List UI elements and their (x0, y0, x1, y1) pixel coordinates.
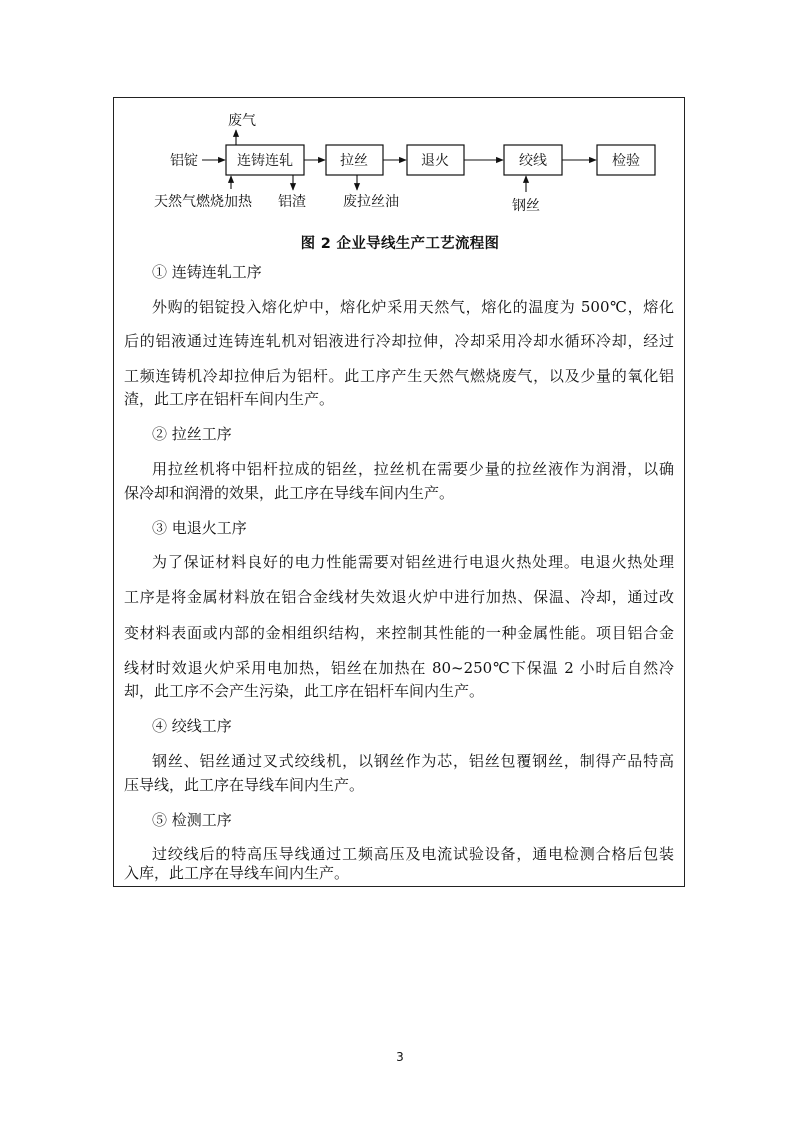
input-label-steel: 钢丝 (512, 198, 540, 214)
node-label-tuihuo: 退火 (421, 153, 449, 169)
node-label-jiaoxian: 绞线 (519, 153, 547, 169)
content-frame (113, 97, 685, 887)
figure-caption: 图 2 企业导线生产工艺流程图 (300, 236, 500, 252)
paragraph-line: 外购的铝锭投入熔化炉中，熔化炉采用天然气，熔化的温度为 500℃，熔化 (152, 298, 674, 316)
paragraph-line: 为了保证材料良好的电力性能需要对铝丝进行电退火热处理。电退火热处理 (152, 553, 674, 571)
paragraph-line: 保冷却和润滑的效果，此工序在导线车间内生产。 (124, 484, 455, 502)
paragraph-line: 工频连铸机冷却拉伸后为铝杆。此工序产生天然气燃烧废气，以及少量的氧化铝 (124, 367, 674, 385)
section-heading: ④ 绞线工序 (152, 717, 232, 735)
paragraph-line: 工序是将金属材料放在铝合金线材失效退火炉中进行加热、保温、冷却，通过改 (124, 588, 674, 606)
output-label-slag: 铝渣 (278, 194, 306, 210)
page-number: 3 (396, 1050, 404, 1064)
paragraph-line: 压导线，此工序在导线车间内生产。 (124, 776, 365, 794)
paragraph-line: 却，此工序不会产生污染，此工序在铝杆车间内生产。 (124, 682, 485, 700)
section-heading: ⑤ 检测工序 (152, 811, 232, 829)
input-label-ingot: 铝锭 (170, 153, 198, 169)
section-heading: ③ 电退火工序 (152, 519, 247, 537)
node-label-lzlz: 连铸连轧 (237, 153, 293, 169)
paragraph-line: 渣，此工序在铝杆车间内生产。 (124, 390, 335, 408)
node-label-jianyan: 检验 (612, 153, 640, 169)
paragraph-line: 过绞线后的特高压导线通过工频高压及电流试验设备，通电检测合格后包装 (152, 845, 674, 863)
paragraph-line: 入库，此工序在导线车间内生产。 (124, 864, 350, 882)
input-label-gas: 天然气燃烧加热 (154, 194, 252, 210)
paragraph-line: 用拉丝机将中铝杆拉成的铝丝，拉丝机在需要少量的拉丝液作为润滑，以确 (152, 460, 674, 478)
section-heading: ① 连铸连轧工序 (152, 263, 262, 281)
paragraph-line: 后的铝液通过连铸连轧机对铝液进行冷却拉伸，冷却采用冷却水循环冷却，经过 (124, 332, 674, 350)
paragraph-line: 钢丝、铝丝通过叉式绞线机，以钢丝作为芯，铝丝包覆钢丝，制得产品特高 (152, 752, 674, 770)
paragraph-line: 线材时效退火炉采用电加热，铝丝在加热在 80~250℃下保温 2 小时后自然冷 (124, 659, 674, 677)
output-label-waste-gas: 废气 (228, 113, 256, 129)
process-flowchart (114, 98, 686, 228)
paragraph-line: 变材料表面或内部的金相组织结构，来控制其性能的一种金属性能。项目铝合金 (124, 624, 674, 642)
section-heading: ② 拉丝工序 (152, 425, 232, 443)
node-label-lasi: 拉丝 (340, 153, 368, 169)
output-label-oil: 废拉丝油 (343, 194, 399, 210)
